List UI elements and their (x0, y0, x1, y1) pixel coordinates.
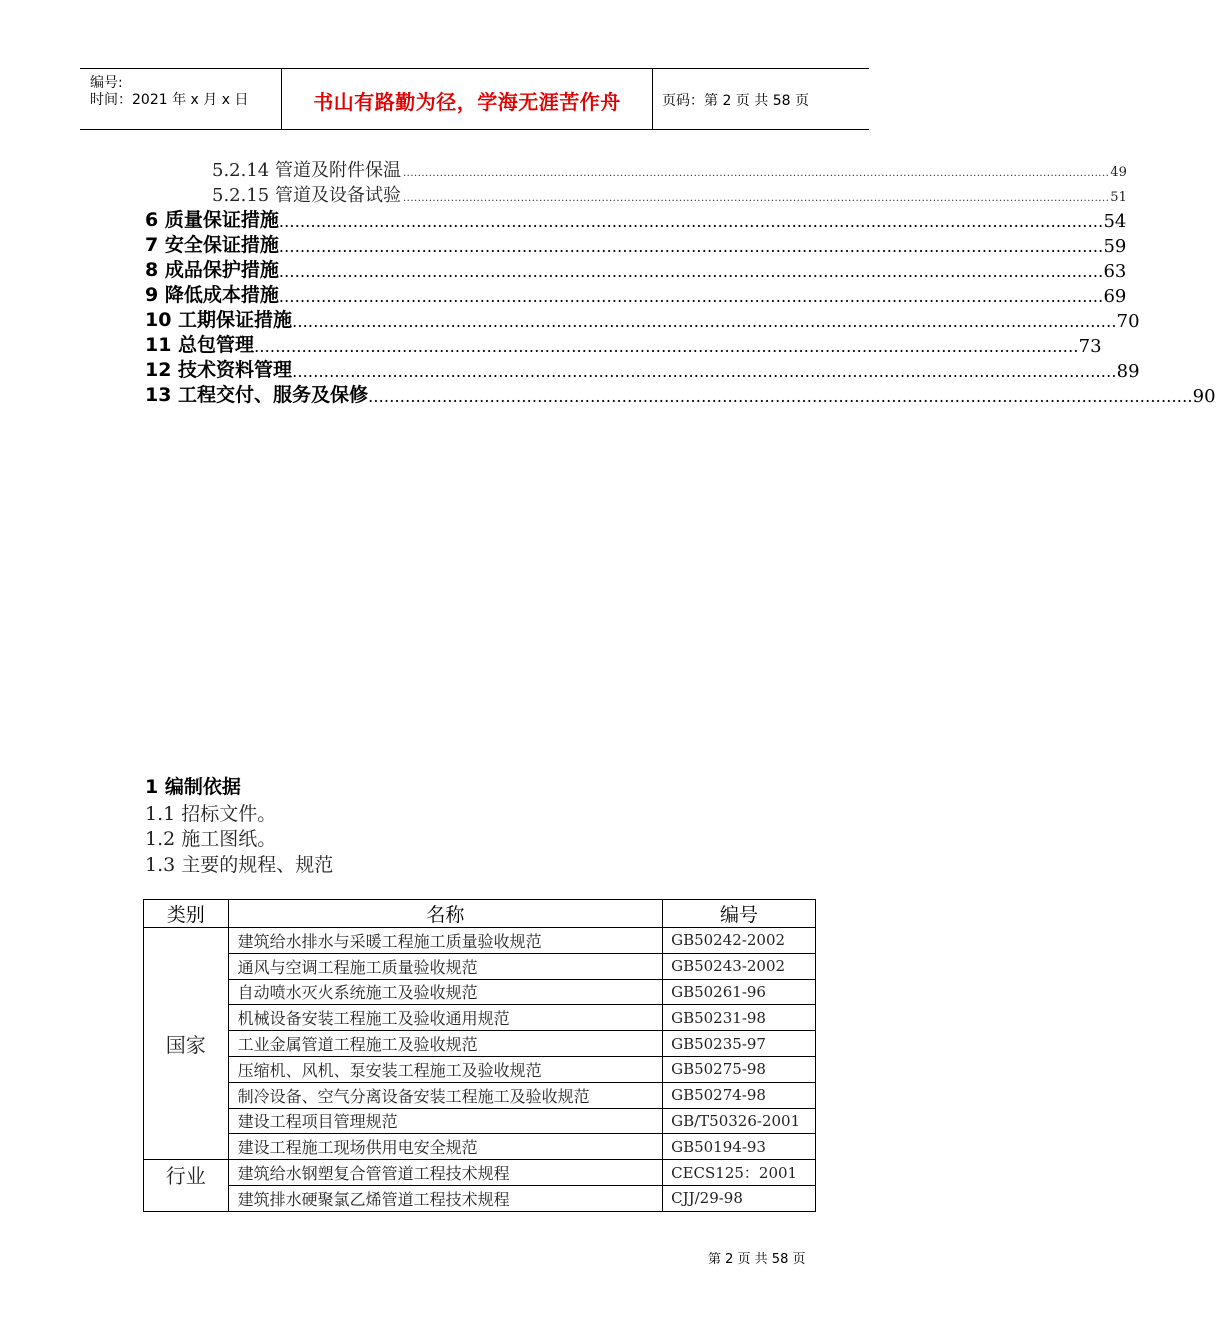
standard-code: GB50242-2002 (663, 928, 816, 954)
toc-item-page: 90 (1192, 386, 1216, 407)
toc-leader: ............................................................................................................................................................ (254, 337, 1079, 356)
toc-item-page: 54 (1103, 211, 1127, 232)
table-row (144, 979, 816, 1005)
toc-item[interactable] (145, 355, 1140, 382)
table-row (144, 1056, 816, 1082)
toc-subitem-title: 5.2.15 管道及设备试验 (212, 185, 401, 206)
time-label: 时间：2021 年 x 月 x 日 (90, 92, 249, 108)
table-row (144, 1160, 816, 1186)
table-row (144, 1185, 816, 1211)
toc-item-page: 59 (1103, 236, 1127, 257)
toc-subitem-page: 49 (1110, 165, 1127, 180)
toc-item-title: 12 技术资料管理 (145, 359, 293, 381)
section-item: 1.2 施工图纸。 (145, 828, 277, 850)
toc-subitem[interactable] (212, 181, 1127, 207)
toc-subitem[interactable] (212, 156, 1127, 182)
section-heading: 1 编制依据 (145, 776, 241, 798)
toc-item-title: 10 工期保证措施 (145, 309, 293, 331)
standard-code: GB50274-98 (663, 1082, 816, 1108)
page-footer: 第 2 页 共 58 页 (708, 1252, 806, 1267)
standard-code: GB50235-97 (663, 1031, 816, 1057)
toc-item[interactable] (145, 330, 1102, 357)
standard-name: 制冷设备、空气分离设备安装工程施工及验收规范 (228, 1082, 663, 1108)
toc-item-title: 7 安全保证措施 (145, 234, 279, 256)
number-label: 编号: (90, 75, 123, 91)
section-item: 1.3 主要的规程、规范 (145, 854, 334, 876)
table-row (144, 1108, 816, 1134)
header-page-info: 页码：第 2 页 共 58 页 (662, 93, 809, 109)
table-row (144, 1031, 816, 1057)
standard-name: 建设工程施工现场供用电安全规范 (228, 1134, 663, 1160)
toc-subitem-title: 5.2.14 管道及附件保温 (212, 160, 401, 181)
toc-leader: ............................................................................................................................................................ (292, 362, 1117, 381)
standard-code: GB50275-98 (663, 1056, 816, 1082)
toc-leader: ................................................................................................................................................................................................ (402, 168, 1110, 179)
toc-item[interactable] (145, 255, 1127, 282)
toc-item[interactable] (145, 305, 1140, 332)
table-header-row (144, 900, 816, 928)
toc-leader: ............................................................................................................................................................ (278, 287, 1104, 306)
column-header-name: 名称 (228, 900, 663, 928)
motto: 书山有路勤为径，学海无涯苦作舟 (313, 90, 621, 114)
standard-code: CECS125：2001 (663, 1160, 816, 1186)
standard-code: GB50243-2002 (663, 953, 816, 979)
category-cell: 行业 (144, 1160, 229, 1212)
toc-leader: ............................................................................................................................................................ (278, 262, 1104, 281)
toc-item-page: 63 (1103, 261, 1127, 282)
standard-name: 建设工程项目管理规范 (228, 1108, 663, 1134)
standard-name: 建筑给水排水与采暖工程施工质量验收规范 (228, 928, 663, 954)
standard-name: 工业金属管道工程施工及验收规范 (228, 1031, 663, 1057)
table-row (144, 1005, 816, 1031)
section-item: 1.1 招标文件。 (145, 803, 277, 825)
header-motto-cell (282, 69, 653, 129)
toc-item-page: 73 (1078, 336, 1102, 357)
toc-leader: ............................................................................................................................................................ (368, 387, 1193, 406)
table-row (144, 1134, 816, 1160)
standard-name: 建筑排水硬聚氯乙烯管道工程技术规程 (228, 1185, 663, 1211)
toc-item-title: 13 工程交付、服务及保修 (145, 384, 369, 406)
toc-item[interactable] (145, 280, 1127, 307)
toc-item-title: 9 降低成本措施 (145, 284, 279, 306)
column-header-category: 类别 (144, 900, 229, 928)
standard-name: 自动喷水灭火系统施工及验收规范 (228, 979, 663, 1005)
standard-name: 压缩机、风机、泵安装工程施工及验收规范 (228, 1056, 663, 1082)
standard-name: 通风与空调工程施工质量验收规范 (228, 953, 663, 979)
category-cell: 国家 (144, 928, 229, 1160)
standard-name: 建筑给水钢塑复合管管道工程技术规程 (228, 1160, 663, 1186)
toc-item-title: 6 质量保证措施 (145, 209, 279, 231)
toc-item[interactable] (145, 230, 1127, 257)
toc-item[interactable] (145, 205, 1127, 232)
table-row (144, 1082, 816, 1108)
toc-subitem-page: 51 (1110, 190, 1127, 205)
column-header-code: 编号 (663, 900, 816, 928)
standard-code: GB50194-93 (663, 1134, 816, 1160)
toc-leader: ............................................................................................................................................................ (278, 212, 1104, 231)
toc-leader: ............................................................................................................................................................ (292, 312, 1117, 331)
standard-code: GB50231-98 (663, 1005, 816, 1031)
toc-leader: ............................................................................................................................................................ (278, 237, 1104, 256)
standard-code: GB50261-96 (663, 979, 816, 1005)
toc-item-title: 11 总包管理 (145, 334, 255, 356)
table-row (144, 953, 816, 979)
toc-item-page: 70 (1116, 311, 1140, 332)
standard-code: CJJ/29-98 (663, 1185, 816, 1211)
toc-item[interactable] (145, 380, 1216, 407)
standard-name: 机械设备安装工程施工及验收通用规范 (228, 1005, 663, 1031)
toc-item-page: 69 (1103, 286, 1127, 307)
table-row (144, 928, 816, 954)
header-meta (80, 69, 282, 129)
standards-table (143, 899, 816, 1212)
toc-item-title: 8 成品保护措施 (145, 259, 279, 281)
page-header (80, 68, 869, 130)
toc-item-page: 89 (1116, 361, 1140, 382)
toc-leader: ................................................................................................................................................................................................ (402, 193, 1110, 204)
standard-code: GB/T50326-2001 (663, 1108, 816, 1134)
